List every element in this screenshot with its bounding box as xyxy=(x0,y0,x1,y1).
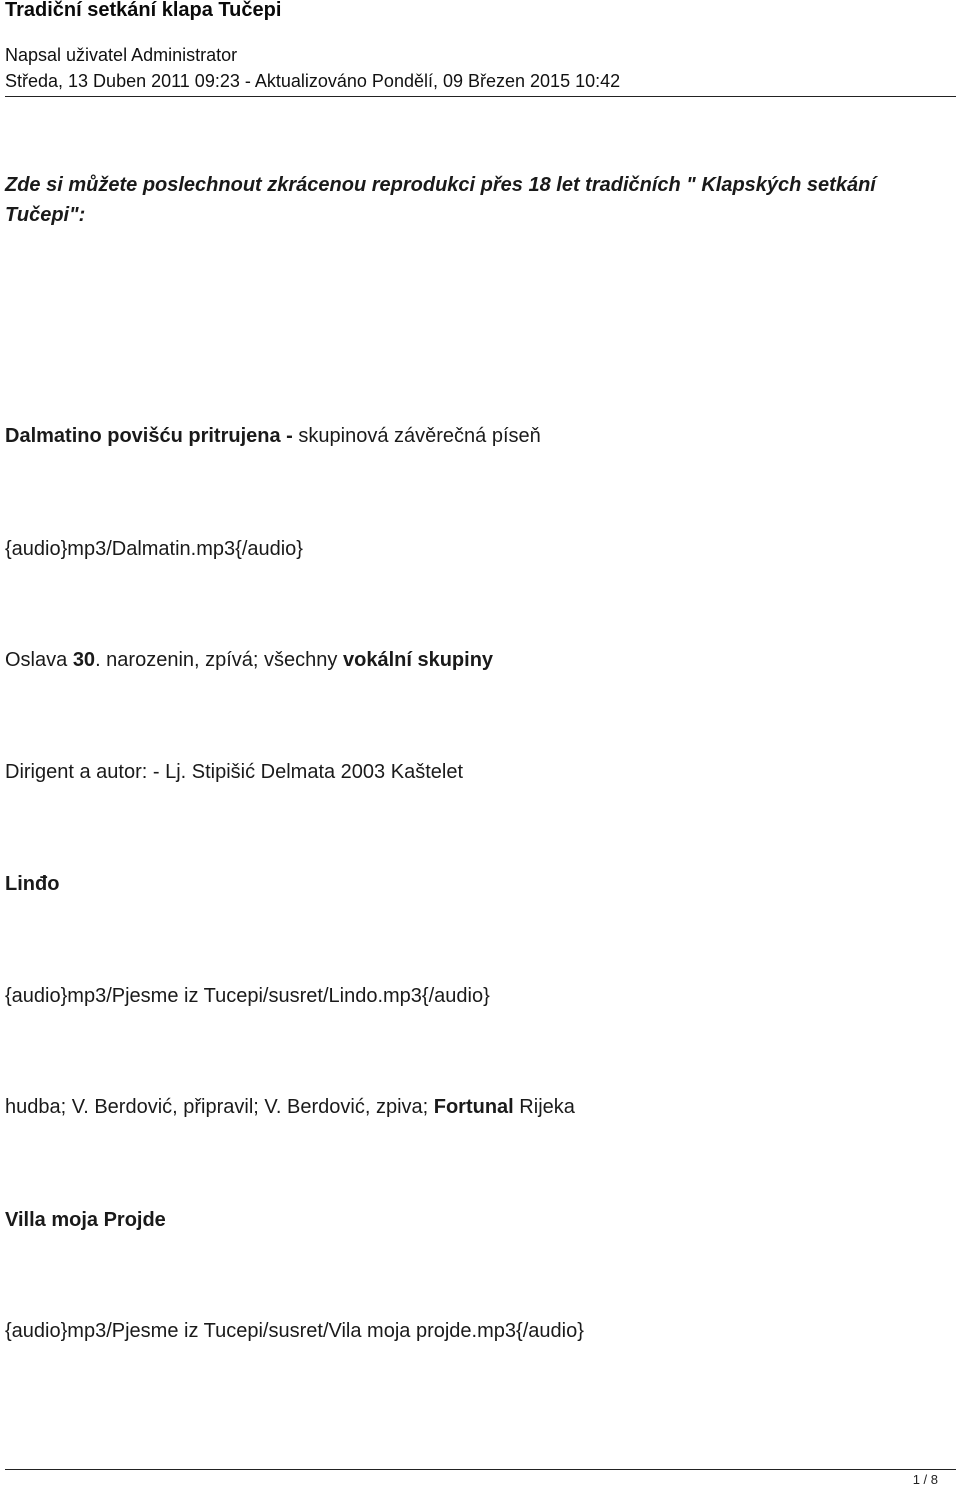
song2-audio-tag: {audio}mp3/Pjesme iz Tucepi/susret/Lindo.mp3{/audio} xyxy=(5,985,490,1007)
song1-title-line xyxy=(5,424,541,448)
song1-occasion-a: Oslava xyxy=(5,649,73,671)
intro-paragraph: Zde si můžete poslechnout zkrácenou reprodukci přes 18 let tradičních " Klapských setkání Tučepi": xyxy=(5,174,876,226)
song1-title: Dalmatino povišću pritrujena - xyxy=(5,425,293,447)
song3-title: Villa moja Projde xyxy=(5,1209,166,1231)
song2-title: Linđo xyxy=(5,873,60,895)
song1-audio-tag: {audio}mp3/Dalmatin.mp3{/audio} xyxy=(5,538,303,560)
song2-credits-c: Rijeka xyxy=(513,1096,575,1118)
footer-divider xyxy=(5,1469,956,1470)
song1-occasion-line xyxy=(5,648,493,672)
song2-credits-a: hudba; V. Berdović, připravil; V. Berdović, zpiva; xyxy=(5,1096,434,1118)
article-title: Tradiční setkání klapa Tučepi xyxy=(5,0,282,21)
page-indicator: 1 / 8 xyxy=(912,1472,938,1487)
song1-occasion-number: 30 xyxy=(72,649,96,671)
header-divider xyxy=(5,96,956,97)
song2-credits-line xyxy=(5,1095,575,1119)
song1-subtitle: skupinová závěrečná píseň xyxy=(292,425,541,447)
author-line: Napsal uživatel Administrator xyxy=(5,45,238,65)
song3-audio-tag: {audio}mp3/Pjesme iz Tucepi/susret/Vila moja projde.mp3{/audio} xyxy=(5,1320,584,1342)
song1-occasion-groups: vokální skupiny xyxy=(342,649,494,671)
song1-occasion-c: . narozenin, zpívá; všechny xyxy=(95,649,343,671)
dates-line: Středa, 13 Duben 2011 09:23 - Aktualizováno Pondělí, 09 Březen 2015 10:42 xyxy=(5,71,621,91)
song1-credits: Dirigent a autor: - Lj. Stipišić Delmata 2003 Kaštelet xyxy=(5,761,463,783)
song2-credits-group: Fortunal xyxy=(433,1096,514,1118)
